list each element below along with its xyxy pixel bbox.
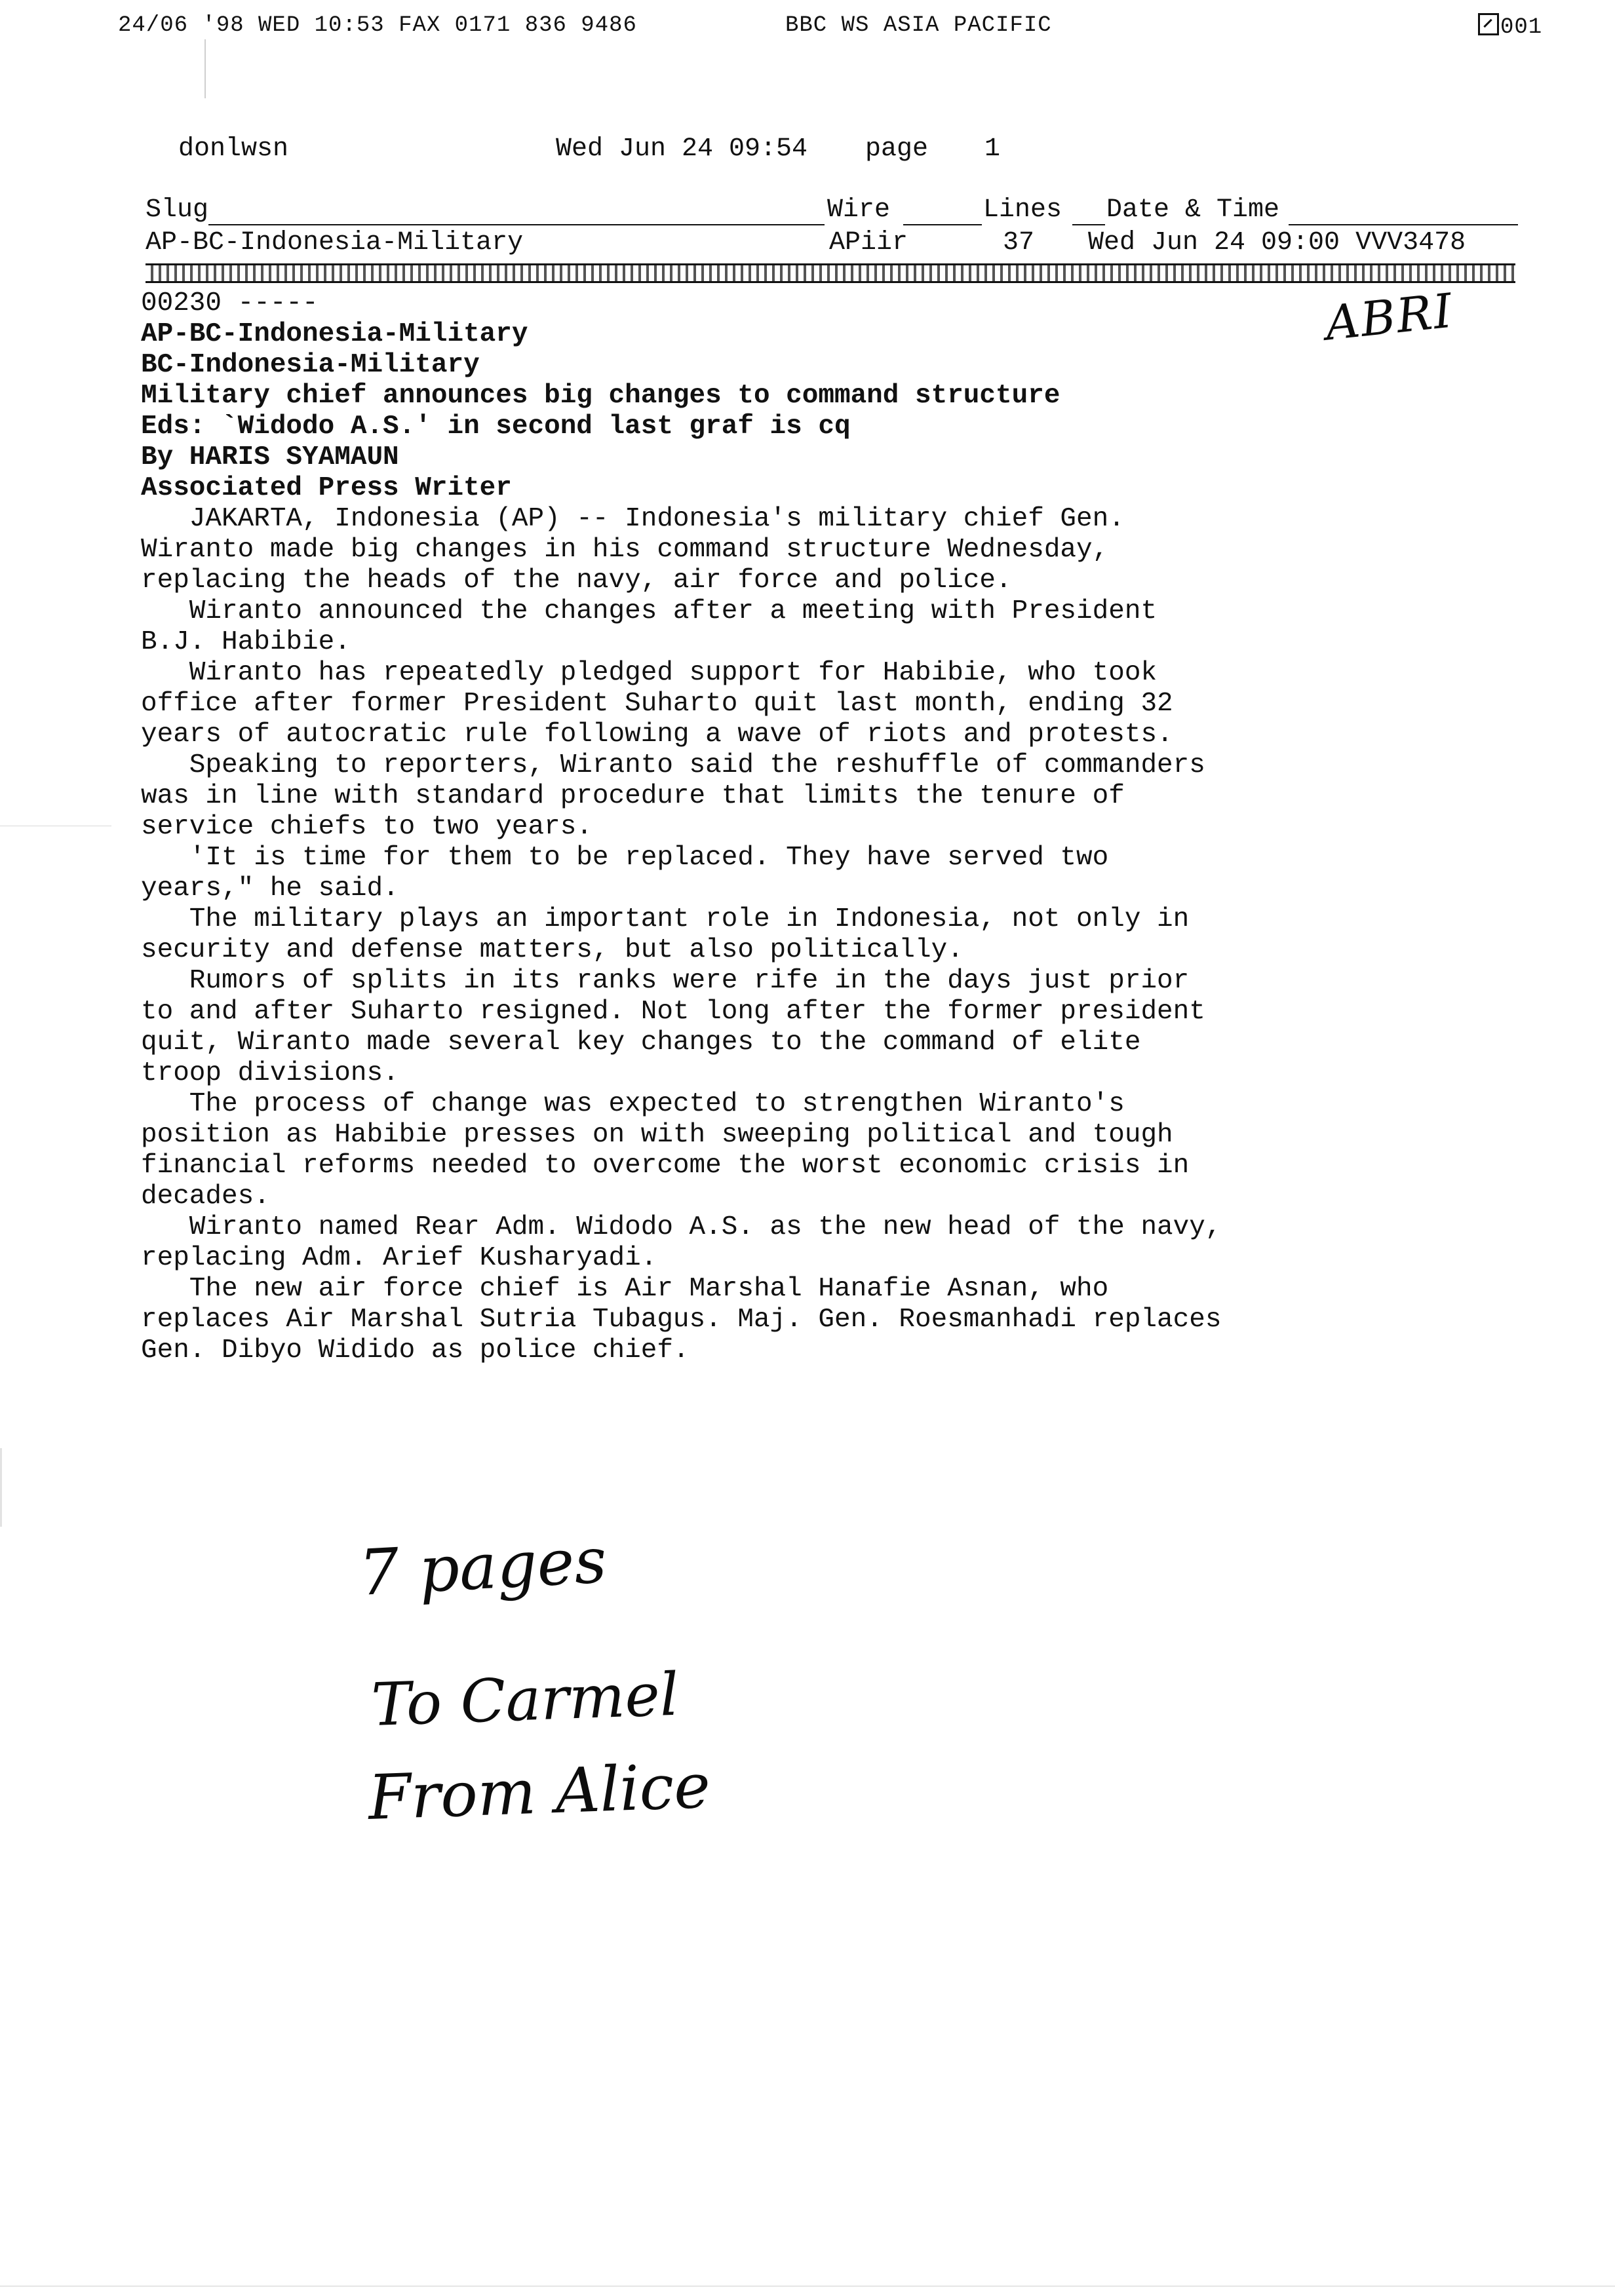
handwritten-page-count: 7 pages: [357, 1523, 609, 1610]
handwritten-recipient: To Carmel: [370, 1660, 680, 1740]
body-line: Wiranto has repeatedly pledged support for Habibie, who took: [141, 658, 1158, 688]
fax-sender-name: BBC WS ASIA PACIFIC: [785, 13, 1052, 38]
body-line: quit, Wiranto made several key changes to the command of elite: [141, 1027, 1141, 1058]
fax-page-count: 001: [1500, 15, 1543, 40]
body-line: Wiranto named Rear Adm. Widodo A.S. as the new head of the navy,: [141, 1212, 1222, 1242]
body-line: replacing the heads of the navy, air force and police.: [141, 565, 1012, 596]
slug-column-header: Slug: [146, 195, 209, 225]
body-line: Rumors of splits in its ranks were rife in the days just prior: [141, 966, 1190, 996]
body-line: Wiranto announced the changes after a meeting with President: [141, 596, 1158, 626]
page-number: 1: [984, 134, 1001, 164]
body-line: 'It is time for them to be replaced. They have served two: [141, 843, 1109, 873]
lines-value: 37: [1003, 228, 1035, 258]
scan-mark: [0, 1448, 2, 1527]
page-date: Wed Jun 24 09:54: [556, 134, 808, 164]
body-line: B.J. Habibie.: [141, 627, 351, 657]
body-line: troop divisions.: [141, 1058, 399, 1088]
terminal-id: donlwsn: [178, 134, 289, 164]
scan-mark: [0, 2286, 1615, 2287]
body-line: was in line with standard procedure that limits the tenure of: [141, 781, 1125, 811]
body-line: The military plays an important role in Indonesia, not only in: [141, 904, 1190, 934]
body-line: The process of change was expected to strengthen Wiranto's: [141, 1089, 1125, 1119]
body-line: Speaking to reporters, Wiranto said the reshuffle of commanders: [141, 750, 1205, 780]
separator-rule: [146, 263, 1515, 283]
editor-note: Eds: `Widodo A.S.' in second last graf is cq: [141, 411, 851, 442]
body-line: decades.: [141, 1181, 270, 1212]
body-line: replacing Adm. Arief Kusharyadi.: [141, 1243, 657, 1273]
body-line: security and defense matters, but also politically.: [141, 935, 963, 965]
body-line: financial reforms needed to overcome the worst economic crisis in: [141, 1151, 1190, 1181]
slug-value: AP-BC-Indonesia-Military: [146, 228, 524, 258]
date-time-column-header: Date & Time: [1106, 195, 1280, 225]
scan-mark: [204, 39, 206, 98]
wire-story: [141, 288, 1491, 1366]
body-line: JAKARTA, Indonesia (AP) -- Indonesia's military chief Gen.: [141, 504, 1125, 534]
body-line: years," he said.: [141, 873, 399, 904]
fax-page-icon: [1478, 13, 1499, 35]
slug-underline: [208, 224, 825, 225]
body-line: service chiefs to two years.: [141, 812, 593, 842]
body-line: The new air force chief is Air Marshal Hanafie Asnan, who: [141, 1274, 1109, 1304]
wire-value: APiir: [829, 228, 908, 258]
handwritten-sender: From Alice: [367, 1750, 712, 1834]
handwritten-margin-note: ABRI: [1323, 282, 1456, 351]
story-number: 00230 -----: [141, 288, 319, 318]
story-slug-short: BC-Indonesia-Military: [141, 350, 480, 380]
body-line: position as Habibie presses on with sweeping political and tough: [141, 1120, 1173, 1150]
body-line: years of autocratic rule following a wave of riots and protests.: [141, 719, 1173, 750]
byline: By HARIS SYAMAUN: [141, 442, 399, 472]
body-line: replaces Air Marshal Sutria Tubagus. Maj. Gen. Roesmanhadi replaces: [141, 1305, 1222, 1335]
headline: Military chief announces big changes to command structure: [141, 381, 1060, 411]
date-time-value: Wed Jun 24 09:00 VVV3478: [1088, 228, 1466, 258]
date-time-underline: [1289, 224, 1518, 225]
fax-transmission-header: 24/06 '98 WED 10:53 FAX 0171 836 9486: [118, 13, 637, 38]
wire-underline: [903, 224, 982, 225]
story-slug: AP-BC-Indonesia-Military: [141, 319, 528, 349]
body-line: office after former President Suharto quit last month, ending 32: [141, 689, 1173, 719]
body-line: Wiranto made big changes in his command structure Wednesday,: [141, 535, 1109, 565]
fax-page-counter: [1478, 13, 1542, 40]
story-body: [141, 504, 1491, 1366]
page-label: page: [865, 134, 929, 164]
byline-title: Associated Press Writer: [141, 473, 512, 503]
lines-column-header: Lines: [983, 195, 1062, 225]
wire-column-header: Wire: [827, 195, 891, 225]
body-line: to and after Suharto resigned. Not long after the former president: [141, 997, 1205, 1027]
lines-underline: [1072, 224, 1105, 225]
body-line: Gen. Dibyo Widido as police chief.: [141, 1335, 690, 1366]
